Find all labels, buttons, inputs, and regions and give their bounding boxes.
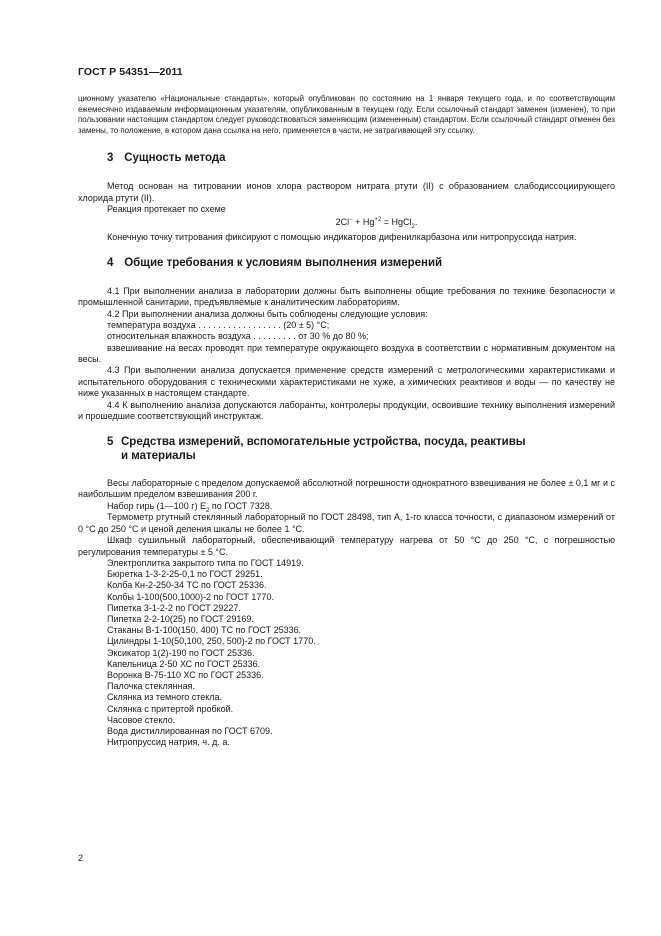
document-header: ГОСТ Р 54351—2011 [78, 66, 183, 78]
clause-4-4: 4.4 К выполнению анализа допускаются лаборанты, контролеры продукции, освоившие технику выполнения измерений и прошедшие соответствующий инструктаж. [78, 399, 615, 422]
equipment-scales: Весы лабораторные с пределом допускаемой абсолютной погрешности однократного взвешивания не более ± 0,1 мг и с наибольшим пределом взвешивания 200 г. [78, 478, 615, 500]
section-3-number: 3 [107, 152, 114, 165]
clause-4-1: 4.1 При выполнении анализа в лаборатории должны быть выполнены общие требования по технике безопасности и промышленной санитарии, предъявляемые к аналитическим лабораториям. [78, 286, 615, 308]
section-3-paragraph-1: Метод основан на титровании ионов хлора раствором нитрата ртути (II) с образованием слабодиссоциирующего хлорида ртути (II). [78, 181, 615, 203]
list-item: Электроплитка закрытого типа по ГОСТ 14919. [107, 557, 304, 568]
list-item: Стаканы В-1-100(150, 400) ТС по ГОСТ 25336. [107, 625, 302, 636]
list-item: Бюретка 1-3-2-25-0,1 по ГОСТ 29251. [107, 569, 263, 580]
weighing-note: взвешивание на весах проводят при температуре окружающего воздуха в соответствии с нормативным документом на весы. [78, 342, 615, 365]
section-4-title: Общие требования к условиям выполнения измерений [124, 257, 443, 270]
reaction-formula [78, 217, 615, 231]
formula-superscript: +2 [374, 217, 382, 224]
list-item: Пипетка 3-1-2-2 по ГОСТ 29227. [107, 602, 241, 613]
weights-standard: по ГОСТ 7328. [209, 500, 273, 511]
equipment-list [78, 558, 615, 748]
section-5-title-line-2: и материалы [121, 450, 196, 463]
formula-subscript: 2 [411, 224, 415, 231]
list-item: Склянка с притертой пробкой. [107, 703, 234, 714]
formula-part: = HgCl [381, 217, 412, 228]
list-item: Капельница 2-50 ХС по ГОСТ 25336. [107, 658, 261, 669]
formula-part: 2Cl [335, 217, 350, 228]
clause-4-2: 4.2 При выполнении анализа должны быть соблюдены следующие условия: [107, 308, 428, 319]
page-content [78, 94, 615, 748]
list-item: Нитропруссид натрия, ч. д. а. [107, 737, 230, 748]
section-5-title-line-1: Средства измерений, вспомогательные устройства, посуда, реактивы [121, 436, 526, 449]
weights-class-subscript: 2 [205, 507, 210, 514]
intro-paragraph: ционному указателю «Национальные стандарты», который опубликован по состоянию на 1 января текущего года, и по соответствующим ежемесячно издаваемым информационным указателям, опубликованным в текущем году. Если ссылочный стандарт заменен (изменен), то при пользовании настоящим стандартом следует руководствоваться заменяющим (измененным) стандартом. Если ссылочный стандарт отменен без замены, то положение, в котором дана ссылка на него, применяется в части, не затрагивающей эту ссылку. [78, 94, 615, 135]
list-item: Цилиндры 1-10(50,100, 250, 500)-2 по ГОСТ 1770. [107, 636, 316, 647]
formula-superscript: − [349, 217, 353, 224]
list-item: Палочка стеклянная. [107, 681, 195, 692]
section-3-paragraph-2: Реакция протекает по схеме [107, 203, 226, 214]
list-item: Пипетка 2-2-10(25) по ГОСТ 29169. [107, 613, 254, 624]
equipment-weights [78, 501, 615, 512]
section-3-paragraph-3: Конечную точку титрования фиксируют с помощью индикаторов дифенилкарбазона или нитропруссида натрия. [107, 231, 577, 242]
equipment-oven: Шкаф сушильный лабораторный, обеспечивающий температуру нагрева от 50 °С до 250 °С, с погрешностью регулирования температуры ± 5 °С. [78, 535, 615, 557]
list-item: Колбы 1-100(500,1000)-2 по ГОСТ 1770. [107, 591, 274, 602]
clause-4-3: 4.3 При выполнении анализа допускается применение средств измерений с метрологическими характеристиками и испытательного оборудования с техническими характеристиками не хуже, а химических реактивов и воды — по качеству не ниже указанных в настоящем стандарте. [78, 365, 615, 399]
formula-part: + Hg [352, 217, 375, 228]
list-item: Эксикатор 1(2)-190 по ГОСТ 25336. [107, 647, 255, 658]
formula-part: . [414, 217, 418, 228]
condition-humidity: относительная влажность воздуха . . . . . . . . . от 30 % до 80 %; [107, 331, 369, 342]
page-number: 2 [78, 853, 84, 863]
section-5-number: 5 [107, 436, 114, 449]
condition-temperature: температура воздуха . . . . . . . . . . . . . . . . . (20 ± 5) °С; [107, 320, 330, 331]
list-item: Часовое стекло. [107, 714, 176, 725]
list-item: Вода дистиллированная по ГОСТ 6709. [107, 725, 273, 736]
list-item: Склянка из темного стекла. [107, 692, 223, 703]
equipment-thermometer: Термометр ртутный стеклянный лабораторный по ГОСТ 28498, тип А, 1-го класса точности, с диапазоном измерений от 0 °С до 250 °С и ценой деления шкалы не более 1 °С. [78, 512, 615, 534]
section-4-heading [107, 257, 615, 271]
list-item: Колба Кн-2-250-34 ТС по ГОСТ 25336. [107, 580, 267, 591]
section-5-heading [107, 436, 615, 464]
list-item: Воронка В-75-110 ХС по ГОСТ 25336. [107, 669, 264, 680]
section-3-heading [107, 152, 615, 166]
weights-text: Набор гирь (1—100 г) Е [107, 500, 206, 511]
section-4-number: 4 [107, 257, 114, 270]
section-3-title: Сущность метода [124, 152, 226, 165]
